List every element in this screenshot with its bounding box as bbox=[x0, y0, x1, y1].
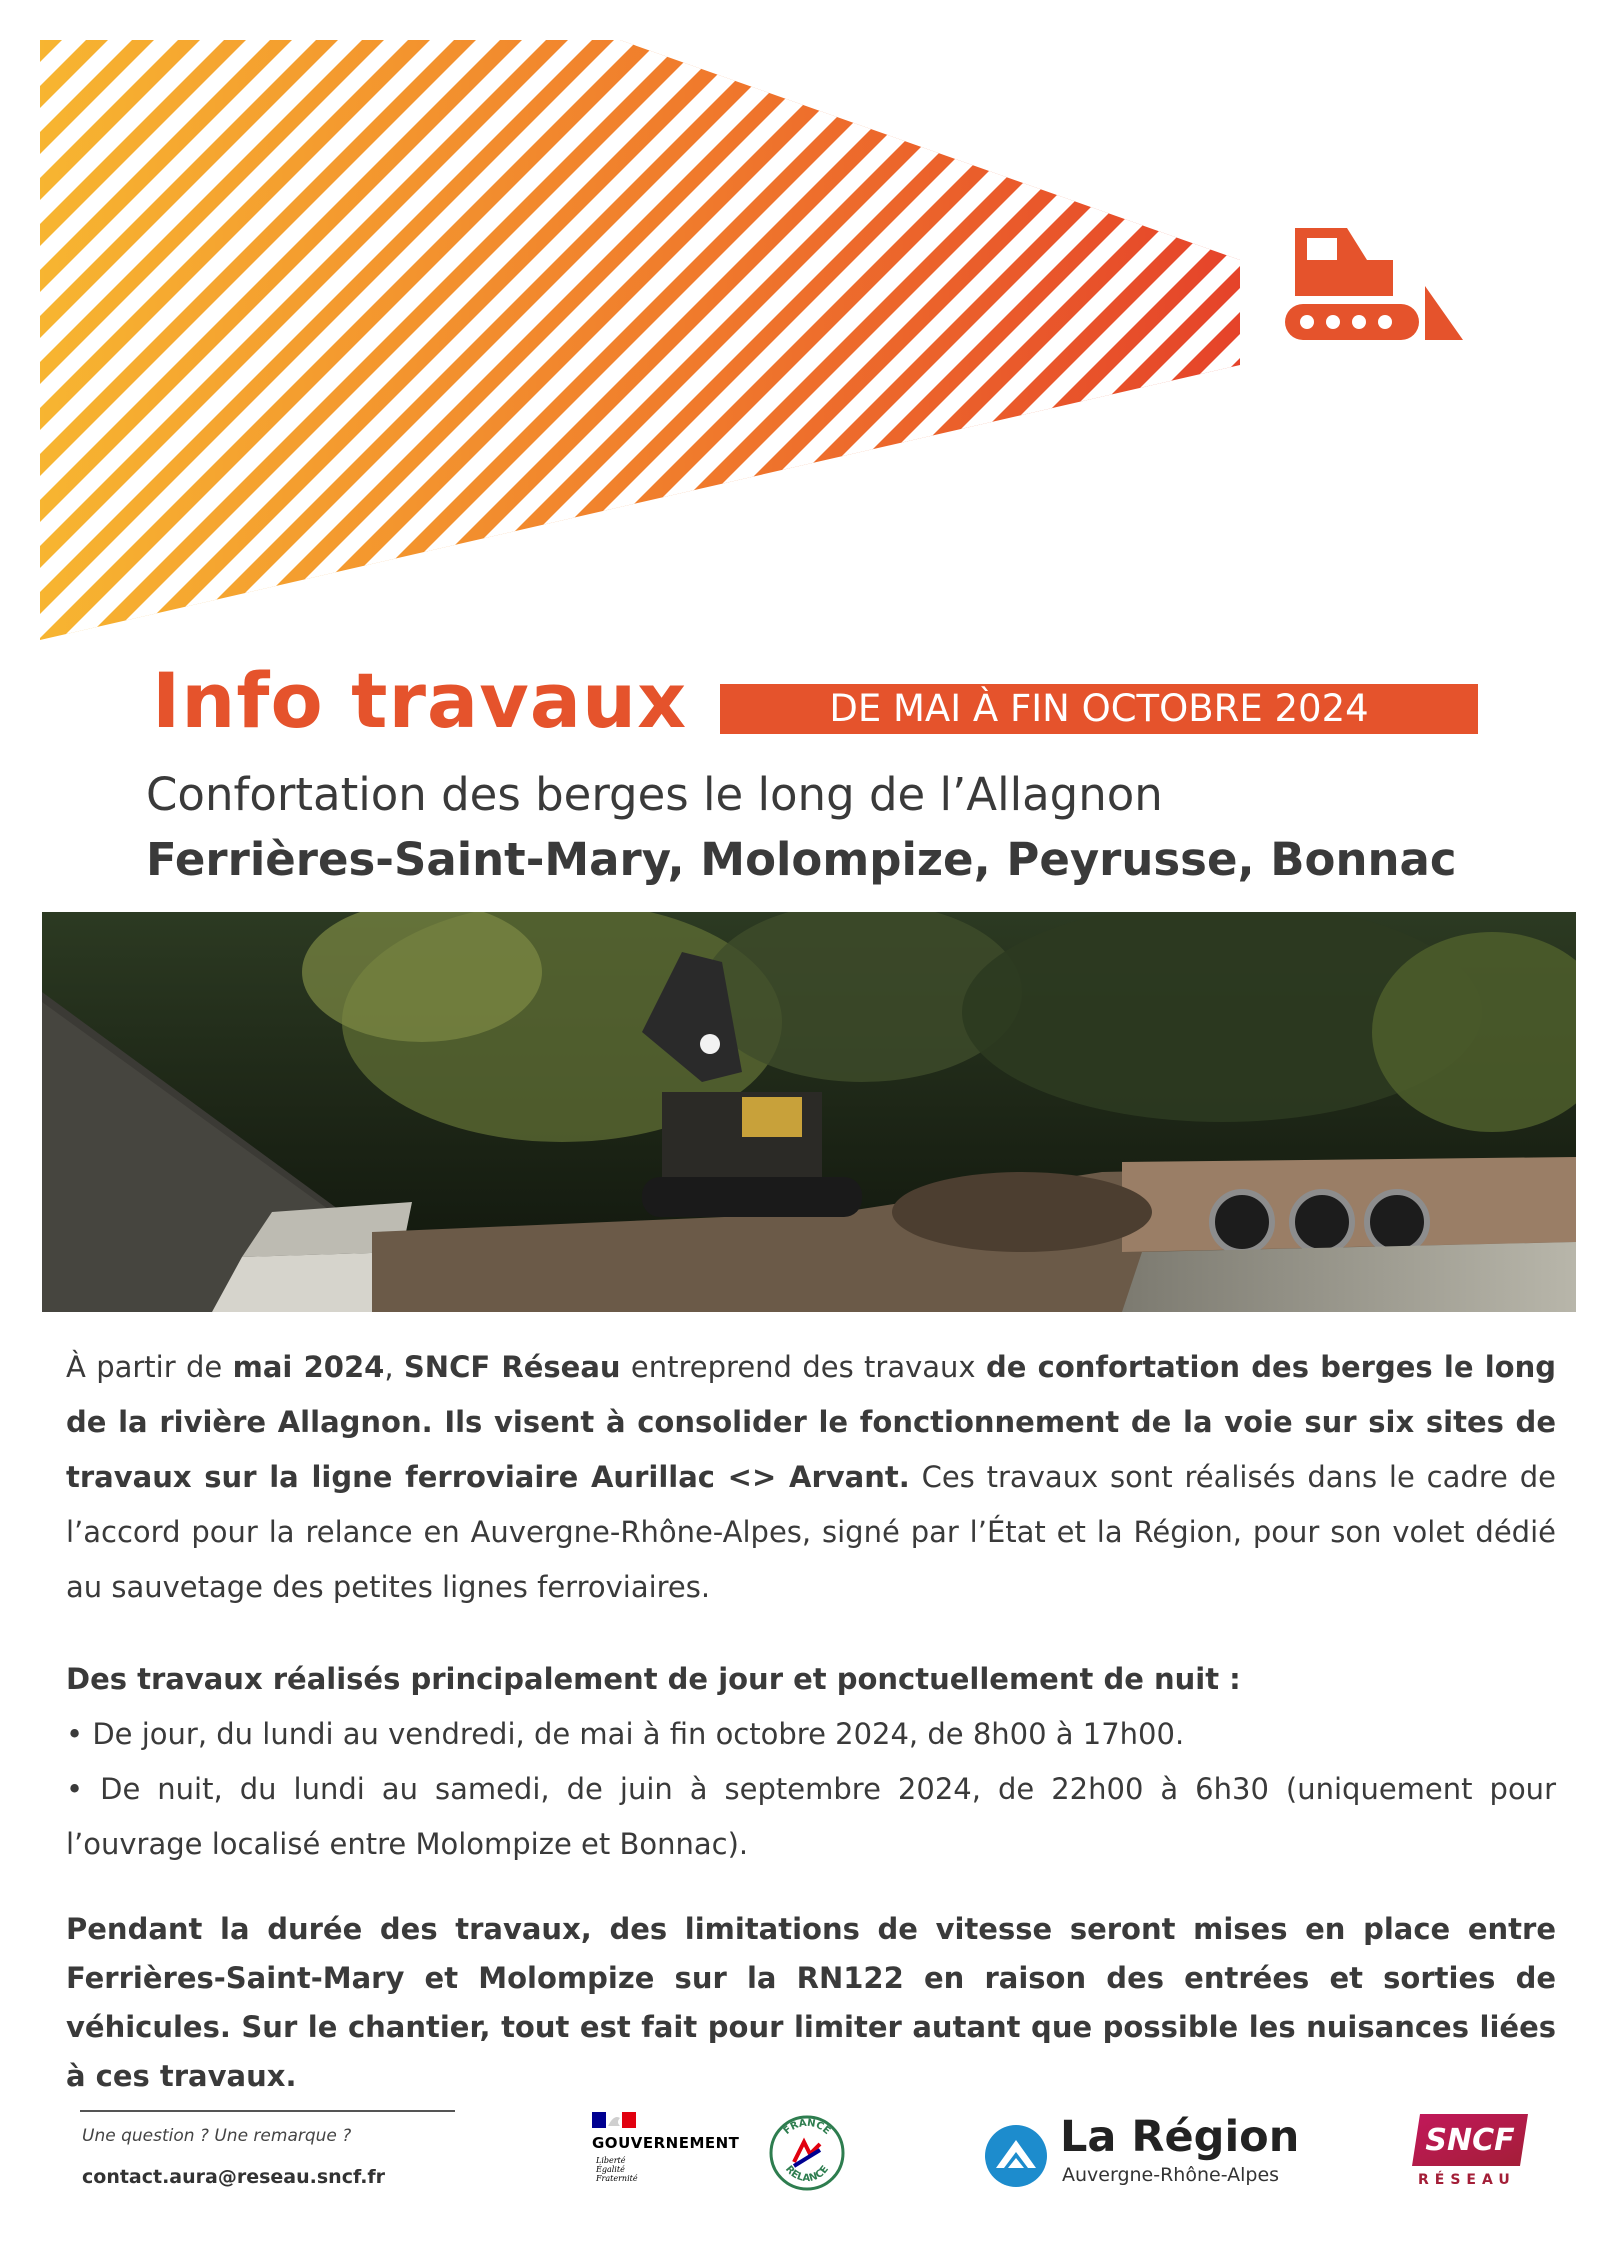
header-stripes bbox=[40, 40, 1240, 640]
intro-text-4: Ces travaux sont réalisés dans le cadre de l’accord pour la relance en Auvergne-Rhône-Alpes, signé par l’État et la Région, pour son volet dédié au sauvetage des petites lignes ferroviaires. bbox=[66, 1460, 1556, 1604]
subtitle: Confortation des berges le long de l’Allagnon bbox=[146, 768, 1163, 821]
schedule-night-item: • De nuit, du lundi au samedi, de juin à septembre 2024, de 22h00 à 6h30 (uniquement pour l’ouvrage localisé entre Molompize et Bonnac). bbox=[66, 1772, 1556, 1861]
contact-question: Une question ? Une remarque ? bbox=[82, 2126, 352, 2146]
page-title: Info travaux bbox=[152, 656, 688, 745]
intro-company: SNCF Réseau bbox=[403, 1350, 621, 1384]
relance-bottom-text: RELANCE bbox=[783, 2163, 831, 2185]
intro-paragraph bbox=[66, 1340, 1556, 1615]
intro-text-1: À partir de bbox=[66, 1350, 233, 1384]
sncf-logo bbox=[1410, 2110, 1530, 2170]
sncf-logo-text: SNCF bbox=[1425, 2123, 1515, 2158]
places-list: Ferrières-Saint-Mary, Molompize, Peyrusse, Bonnac bbox=[146, 833, 1457, 886]
period-banner: DE MAI À FIN OCTOBRE 2024 bbox=[720, 684, 1478, 734]
intro-text-3: entreprend des travaux bbox=[620, 1350, 986, 1384]
intro-text-2: , bbox=[384, 1350, 404, 1384]
motto-fraternite: Fraternité bbox=[596, 2174, 638, 2183]
gouvernement-motto bbox=[596, 2156, 638, 2183]
construction-site-photo bbox=[42, 912, 1576, 1312]
gouvernement-logo bbox=[592, 2112, 742, 2192]
region-mountain-icon bbox=[984, 2124, 1048, 2188]
gouvernement-label: GOUVERNEMENT bbox=[592, 2134, 740, 2152]
speed-limit-notice: Pendant la durée des travaux, des limitations de vitesse seront mises en place entre Ferrières-Saint-Mary et Molompize sur la RN122 en raison des entrées et sorties de véhicules. Sur le chantier, tout est fait pour limiter autant que possible les nuisances liées à ces travaux. bbox=[66, 1912, 1556, 2093]
intro-date: mai 2024 bbox=[232, 1350, 385, 1384]
schedule-heading: Des travaux réalisés principalement de jour et ponctuellement de nuit : bbox=[66, 1662, 1241, 1696]
motto-egalite: Égalité bbox=[596, 2165, 625, 2174]
schedule-section bbox=[66, 1652, 1556, 1872]
relance-top-text: FRANCE bbox=[781, 2117, 833, 2137]
bulldozer-icon bbox=[1285, 228, 1465, 346]
footer-divider bbox=[80, 2110, 455, 2112]
france-relance-logo bbox=[768, 2114, 846, 2192]
region-name: La Région bbox=[1060, 2112, 1300, 2162]
schedule-day-item: • De jour, du lundi au vendredi, de mai à fin octobre 2024, de 8h00 à 17h00. bbox=[66, 1717, 1185, 1751]
region-subtitle: Auvergne-Rhône-Alpes bbox=[1062, 2164, 1280, 2186]
sncf-reseau-label: RÉSEAU bbox=[1418, 2172, 1516, 2188]
intro-works-description: de confortation des berges le long de la rivière Allagnon. Ils visent à consolider le fonctionnement de la voie sur six sites de travaux sur la ligne ferroviaire Aurillac <> Arvant. bbox=[66, 1350, 1556, 1494]
contact-email[interactable]: contact.aura@reseau.sncf.fr bbox=[82, 2166, 386, 2188]
motto-liberte: Liberté bbox=[596, 2156, 626, 2165]
marianne-flag-icon bbox=[592, 2112, 636, 2128]
